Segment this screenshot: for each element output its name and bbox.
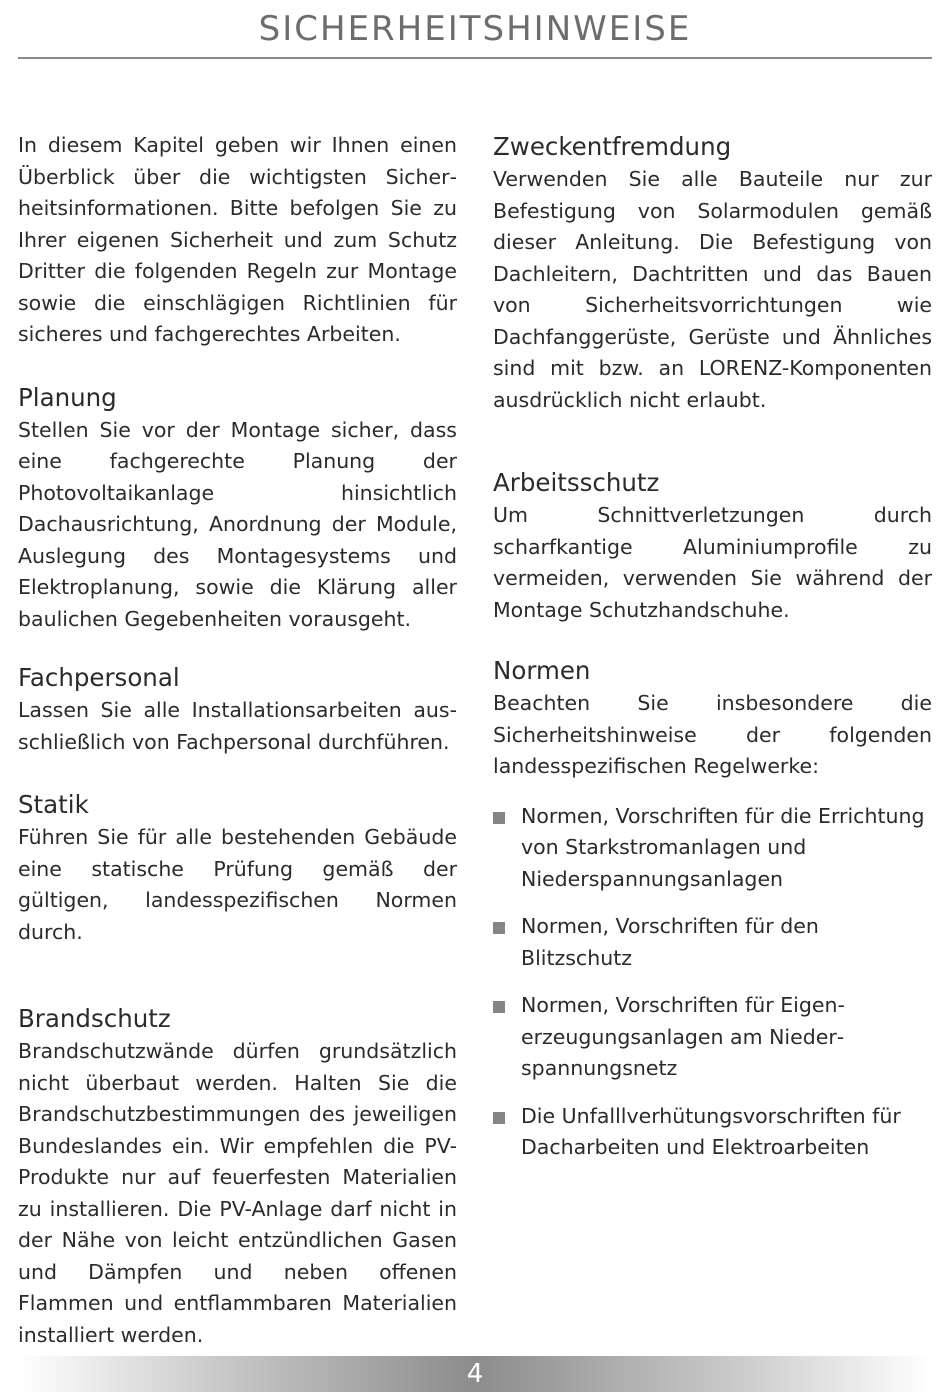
list-item xyxy=(493,990,932,1085)
section-text-statik: Führen Sie für alle bestehenden Gebäude eine statische Prüfung gemäß der gültigen, landesspezifischen Normen durch. xyxy=(18,825,457,944)
section-heading-normen: Normen xyxy=(493,656,591,685)
section-text-normen: Beachten Sie insbesondere die Sicherheitshinweise der folgenden landesspezifischen Regelwerke: xyxy=(493,691,932,778)
section-planung xyxy=(18,381,457,636)
section-normen xyxy=(493,654,932,1164)
right-column xyxy=(493,130,932,1180)
section-heading-statik: Statik xyxy=(18,790,89,819)
section-heading-arbeitsschutz: Arbeitsschutz xyxy=(493,468,660,497)
header-divider xyxy=(18,57,932,59)
square-bullet-icon xyxy=(493,922,505,934)
section-heading-planung: Planung xyxy=(18,382,117,412)
left-column xyxy=(18,130,457,1351)
list-item-text: Normen, Vorschriften für Eigenerzeugungsanlagen am Niederspannungsnetz xyxy=(521,993,845,1080)
square-bullet-icon xyxy=(493,1112,505,1124)
section-fachpersonal xyxy=(18,661,457,758)
intro-paragraph: In diesem Kapitel geben wir Ihnen einen Überblick über die wichtigsten Sicherheitsinformationen. Bitte befolgen Sie zu Ihrer eigenen Sicherheit und zum Schutz Dritter die folgenden Regeln zur Montage sowie die einschlägigen Richtlinien für sicheres und fachgerechtes Arbeiten. xyxy=(18,133,457,346)
section-text-fachpersonal: Lassen Sie alle Installationsarbeiten ausschließlich von Fachpersonal durchführen. xyxy=(18,698,457,754)
section-brandschutz xyxy=(18,1002,457,1351)
section-text-arbeitsschutz: Um Schnittverletzungen durch scharfkantige Aluminiumprofile zu vermeiden, verwenden Sie während der Montage Schutzhandschuhe. xyxy=(493,503,932,622)
section-arbeitsschutz xyxy=(493,466,932,626)
normen-list xyxy=(493,801,932,1164)
list-item-text: Die Unfalllverhütungsvorschriften für Dacharbeiten und Elektroarbeiten xyxy=(521,1103,901,1159)
page-title: SICHERHEITSHINWEISE xyxy=(258,9,692,49)
list-item xyxy=(493,801,932,896)
list-item-text: Normen, Vorschriften für die Errichtung von Starkstromanlagen und Niederspannungsanlagen xyxy=(521,803,925,891)
list-item xyxy=(493,1101,932,1164)
section-zweckentfremdung xyxy=(493,130,932,416)
square-bullet-icon xyxy=(493,812,505,824)
list-item-text: Normen, Vorschriften für den Blitzschutz xyxy=(521,914,819,970)
section-text-brandschutz: Brandschutzwände dürfen grundsätzlich nicht überbaut werden. Halten Sie die Brandschutzbestimmungen des jeweiligen Bundeslandes ein. Wir empfehlen die PV-Produkte nur auf feuerfesten Materialien zu installieren. Die PV-Anlage darf nicht in der Nähe von leicht entzündlichen Gasen und Dämpfen und neben offenen Flammen und entflammbaren Materialien installiert werden. xyxy=(18,1039,457,1347)
page-number: 4 xyxy=(466,1359,484,1389)
list-item xyxy=(493,911,932,974)
section-heading-fachpersonal: Fachpersonal xyxy=(18,663,180,692)
section-statik xyxy=(18,788,457,948)
section-heading-zweckentfremdung: Zweckentfremdung xyxy=(493,132,732,161)
section-text-planung: Stellen Sie vor der Montage sicher, dass eine fachgerechte Planung der Photovoltaikanlage hinsichtlich Dachausrichtung, Anordnung der Module, Auslegung des Montagesystems und Elektroplanung, sowie die Klärung aller baulichen Gegebenheiten vorausgeht. xyxy=(18,417,457,631)
section-heading-brandschutz: Brandschutz xyxy=(18,1004,171,1033)
square-bullet-icon xyxy=(493,1001,505,1013)
footer-bar xyxy=(18,1356,932,1392)
section-text-zweckentfremdung: Verwenden Sie alle Bauteile nur zur Befestigung von Solarmodulen gemäß dieser Anleitung. Die Befestigung von Dachleitern, Dachtritten und das Bauen von Sicherheitsvorrichtungen wie Dachfanggerüste, Gerüste und Ähnliches sind mit bzw. an LORENZ-Komponenten ausdrücklich nicht erlaubt. xyxy=(493,167,932,412)
